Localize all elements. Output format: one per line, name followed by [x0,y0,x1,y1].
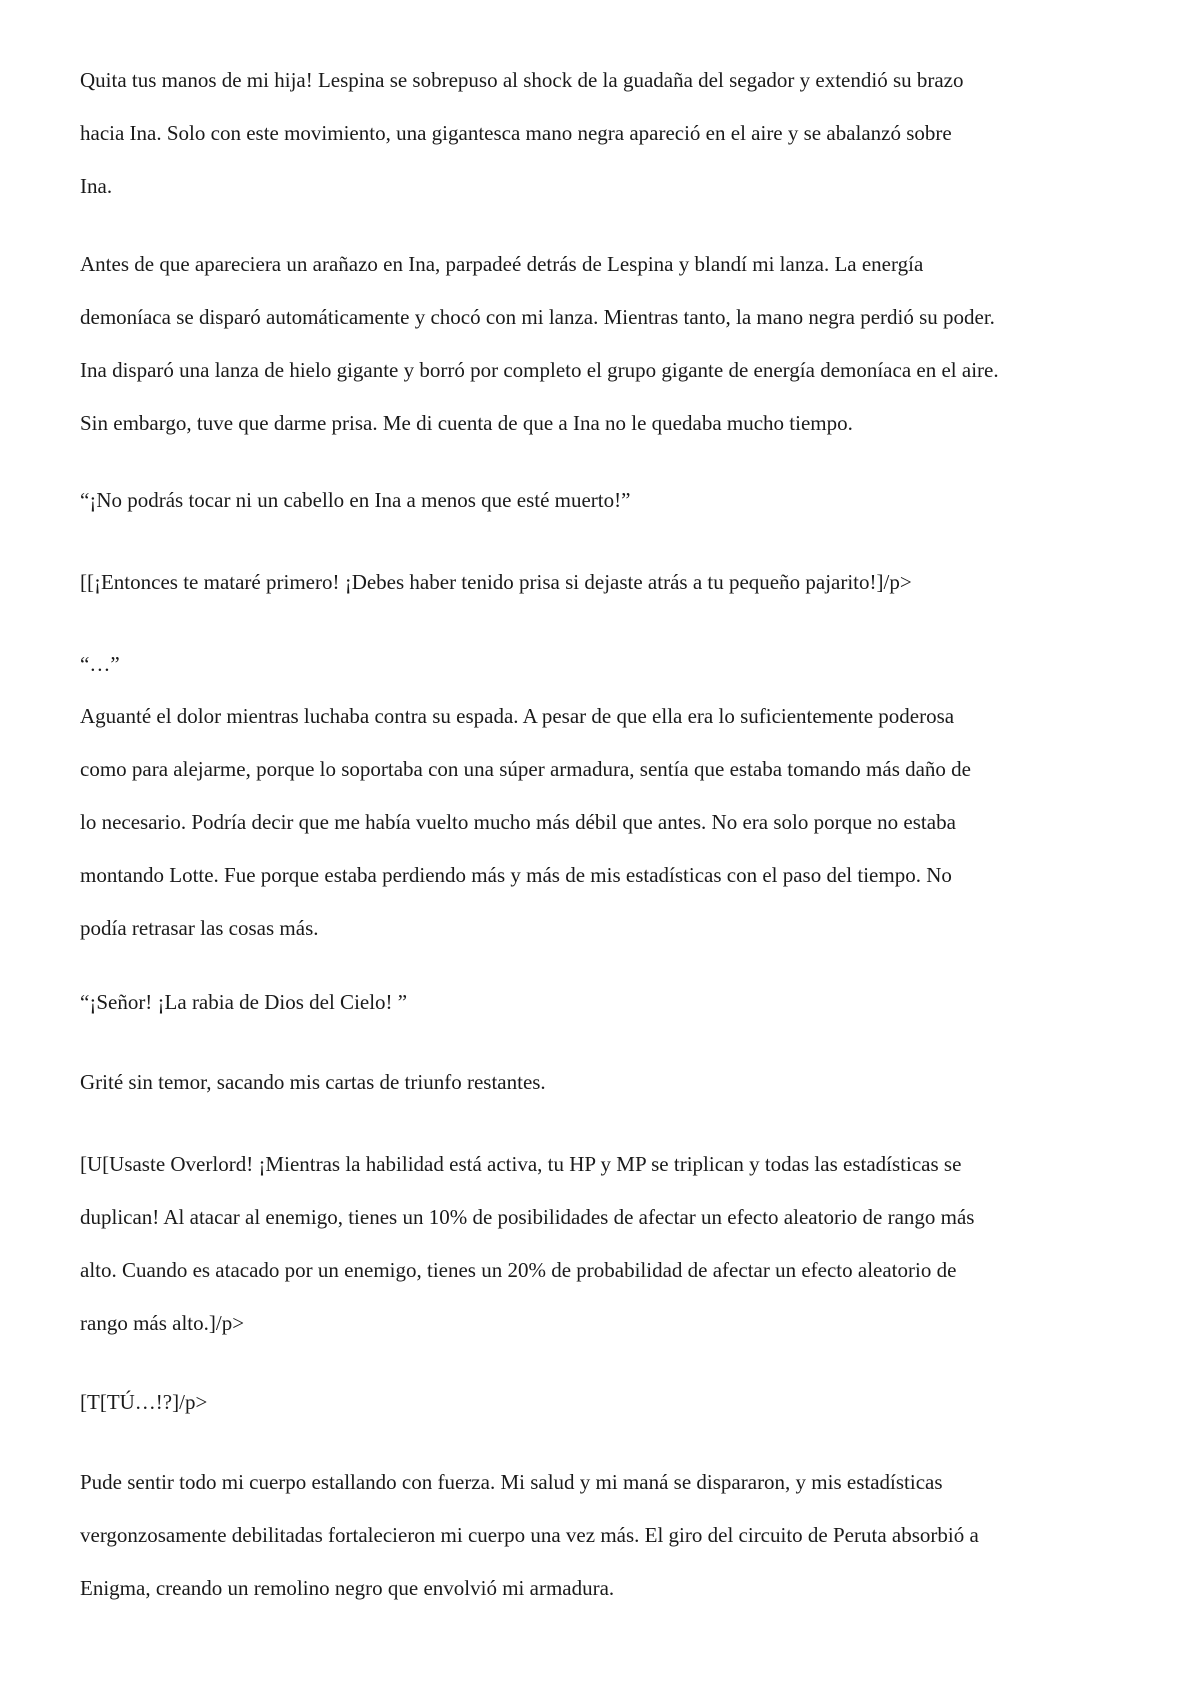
text-line: Antes de que apareciera un arañazo en Ina, parpadeé detrás de Lespina y blandí mi lanza. La energía [80,252,924,276]
text-line: Ina. [80,174,113,198]
paragraph-3 [80,474,1120,527]
paragraph-9 [80,1138,1120,1350]
text-line: Aguanté el dolor mientras luchaba contra su espada. A pesar de que ella era lo suficientemente poderosa [80,704,955,728]
paragraph-2 [80,238,1120,450]
text-line: demoníaca se disparó automáticamente y chocó con mi lanza. Mientras tanto, la mano negra perdió su poder. [80,305,995,329]
paragraph-6 [80,690,1120,955]
text-line: hacia Ina. Solo con este movimiento, una gigantesca mano negra apareció en el aire y se abalanzó sobre [80,121,952,145]
text-line: alto. Cuando es atacado por un enemigo, tienes un 20% de probabilidad de afectar un efecto aleatorio de [80,1258,957,1282]
text-line: “…” [80,652,120,676]
text-line: [U[Usaste Overlord! ¡Mientras la habilidad está activa, tu HP y MP se triplican y todas las estadísticas se [80,1152,962,1176]
text-line: [[¡Entonces te mataré primero! ¡Debes haber tenido prisa si dejaste atrás a tu pequeño pajarito!]/p> [80,570,912,594]
text-line: rango más alto.]/p> [80,1311,245,1335]
text-line: montando Lotte. Fue porque estaba perdiendo más y más de mis estadísticas con el paso del tiempo. No [80,863,952,887]
text-line: Grité sin temor, sacando mis cartas de triunfo restantes. [80,1070,546,1094]
text-line: “¡No podrás tocar ni un cabello en Ina a menos que esté muerto!” [80,488,631,512]
paragraph-5 [80,638,1120,691]
text-line: lo necesario. Podría decir que me había vuelto mucho más débil que antes. No era solo porque no estaba [80,810,956,834]
paragraph-7 [80,976,1120,1029]
paragraph-8 [80,1056,1120,1109]
text-line: Pude sentir todo mi cuerpo estallando con fuerza. Mi salud y mi maná se dispararon, y mis estadísticas [80,1470,943,1494]
text-line: “¡Señor! ¡La rabia de Dios del Cielo! ” [80,990,408,1014]
text-line: como para alejarme, porque lo soportaba con una súper armadura, sentía que estaba tomando más daño de [80,757,972,781]
paragraph-10 [80,1376,1120,1429]
paragraph-4 [80,556,1120,609]
text-line: Quita tus manos de mi hija! Lespina se sobrepuso al shock de la guadaña del segador y extendió su brazo [80,68,964,92]
text-line: Sin embargo, tuve que darme prisa. Me di cuenta de que a Ina no le quedaba mucho tiempo. [80,411,853,435]
paragraph-1 [80,54,1120,213]
text-line: duplican! Al atacar al enemigo, tienes un 10% de posibilidades de afectar un efecto aleatorio de rango más [80,1205,975,1229]
text-line: Ina disparó una lanza de hielo gigante y borró por completo el grupo gigante de energía demoníaca en el aire. [80,358,999,382]
text-line: Enigma, creando un remolino negro que envolvió mi armadura. [80,1576,615,1600]
text-line: vergonzosamente debilitadas fortalecieron mi cuerpo una vez más. El giro del circuito de Peruta absorbió a [80,1523,979,1547]
text-line: [T[TÚ…!?]/p> [80,1390,208,1414]
paragraph-11 [80,1456,1120,1615]
text-line: podía retrasar las cosas más. [80,916,319,940]
